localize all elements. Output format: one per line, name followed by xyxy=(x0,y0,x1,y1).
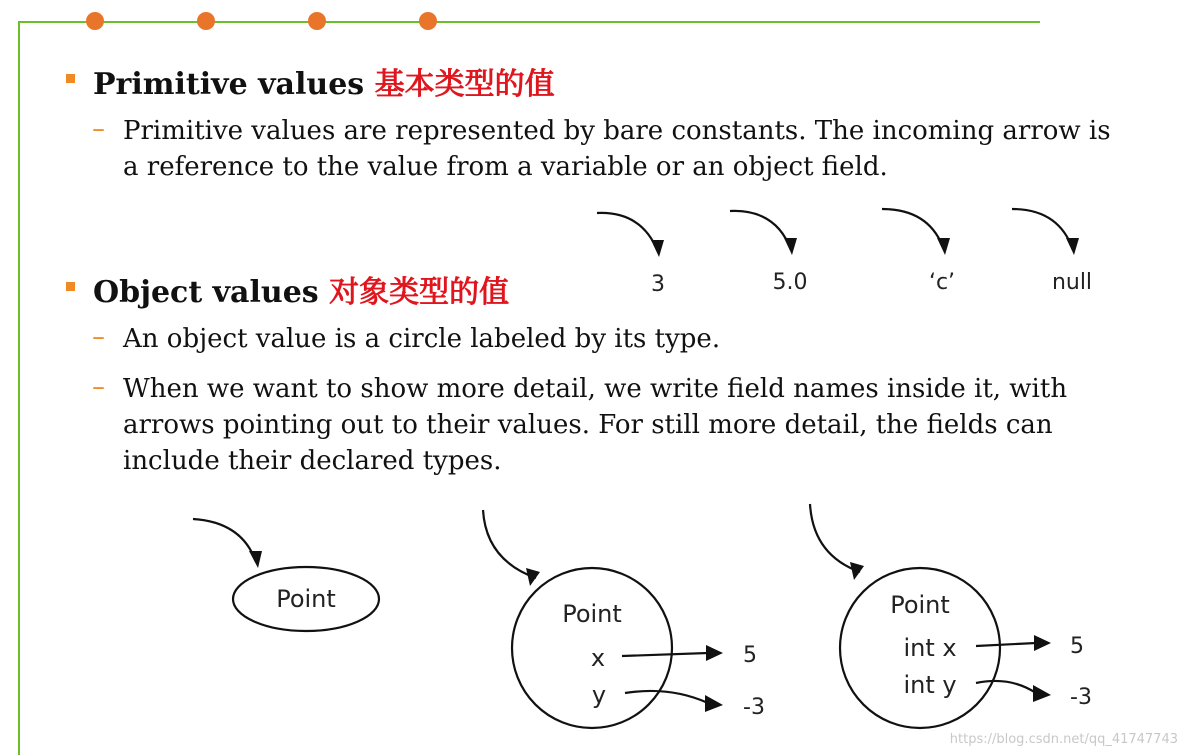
primitive-value-null: null xyxy=(1051,270,1093,295)
section1-paragraph xyxy=(123,113,1111,185)
decor-dot-1 xyxy=(86,12,104,30)
primitive-value-5.0: 5.0 xyxy=(772,270,808,295)
object-fields-field-x: x xyxy=(590,644,606,672)
section1-heading xyxy=(93,59,555,103)
objects-diagram xyxy=(170,500,1130,755)
primitives-diagram xyxy=(580,195,1120,305)
object-fields-field-y: y xyxy=(591,681,607,709)
section1-line-2: a reference to the value from a variable or an object field. xyxy=(123,152,888,182)
primitive-arrow-5.0 xyxy=(730,211,791,250)
object-fields-value-5: 5 xyxy=(743,643,757,668)
section2-bullet2-line-1: When we want to show more detail, we write field names inside it, with xyxy=(123,374,1068,404)
object-fields-value-neg3: -3 xyxy=(743,695,765,720)
object-simple xyxy=(193,519,379,631)
decor-dot-2 xyxy=(197,12,215,30)
object-typed-field-y: int y xyxy=(903,671,957,699)
frame-left-line xyxy=(18,21,20,755)
primitive-value-3: 3 xyxy=(651,272,665,297)
object-typed xyxy=(810,504,1092,728)
section2-heading-en: Object values xyxy=(93,275,319,310)
object-fields-type: Point xyxy=(562,600,622,628)
frame-top-line xyxy=(18,21,1040,23)
section1-heading-cn: 基本类型的值 xyxy=(374,67,555,102)
object-simple-incoming-arrow xyxy=(193,519,256,562)
object-typed-incoming-arrow xyxy=(810,504,860,572)
primitive-arrow-3 xyxy=(597,213,658,252)
section2-bullet1-line: An object value is a circle labeled by its type. xyxy=(123,324,721,354)
section2-bullet2-line-2: arrows pointing out to their values. For still more detail, the fields can xyxy=(123,410,1053,440)
object-fields-incoming-arrow xyxy=(483,510,536,578)
watermark: https://blog.csdn.net/qq_41747743 xyxy=(949,732,1178,747)
object-typed-value-5: 5 xyxy=(1070,634,1084,659)
section1-bullet xyxy=(66,74,75,83)
object-typed-field-x: int x xyxy=(903,634,957,662)
object-simple-type: Point xyxy=(276,585,336,613)
section2-bullet xyxy=(66,282,75,291)
primitive-arrow-null xyxy=(1012,209,1073,250)
section2-dash-2: – xyxy=(92,372,105,402)
section1-dash: – xyxy=(92,114,105,144)
section1-line-1: Primitive values are represented by bare constants. The incoming arrow is xyxy=(123,116,1111,146)
decor-dot-4 xyxy=(419,12,437,30)
section2-dash-1: – xyxy=(92,322,105,352)
decor-dot-3 xyxy=(308,12,326,30)
section2-heading-cn: 对象类型的值 xyxy=(329,275,510,310)
object-typed-value-neg3: -3 xyxy=(1070,685,1092,710)
section2-paragraph-1 xyxy=(123,321,720,357)
primitive-value-c: ‘c’ xyxy=(928,270,956,295)
primitive-arrow-c xyxy=(882,209,944,250)
object-fields xyxy=(483,510,765,728)
object-typed-type: Point xyxy=(890,591,950,619)
section2-paragraph-2 xyxy=(123,371,1067,479)
section2-bullet2-line-3: include their declared types. xyxy=(123,446,502,476)
section2-heading xyxy=(93,267,509,311)
section1-heading-en: Primitive values xyxy=(93,67,365,102)
